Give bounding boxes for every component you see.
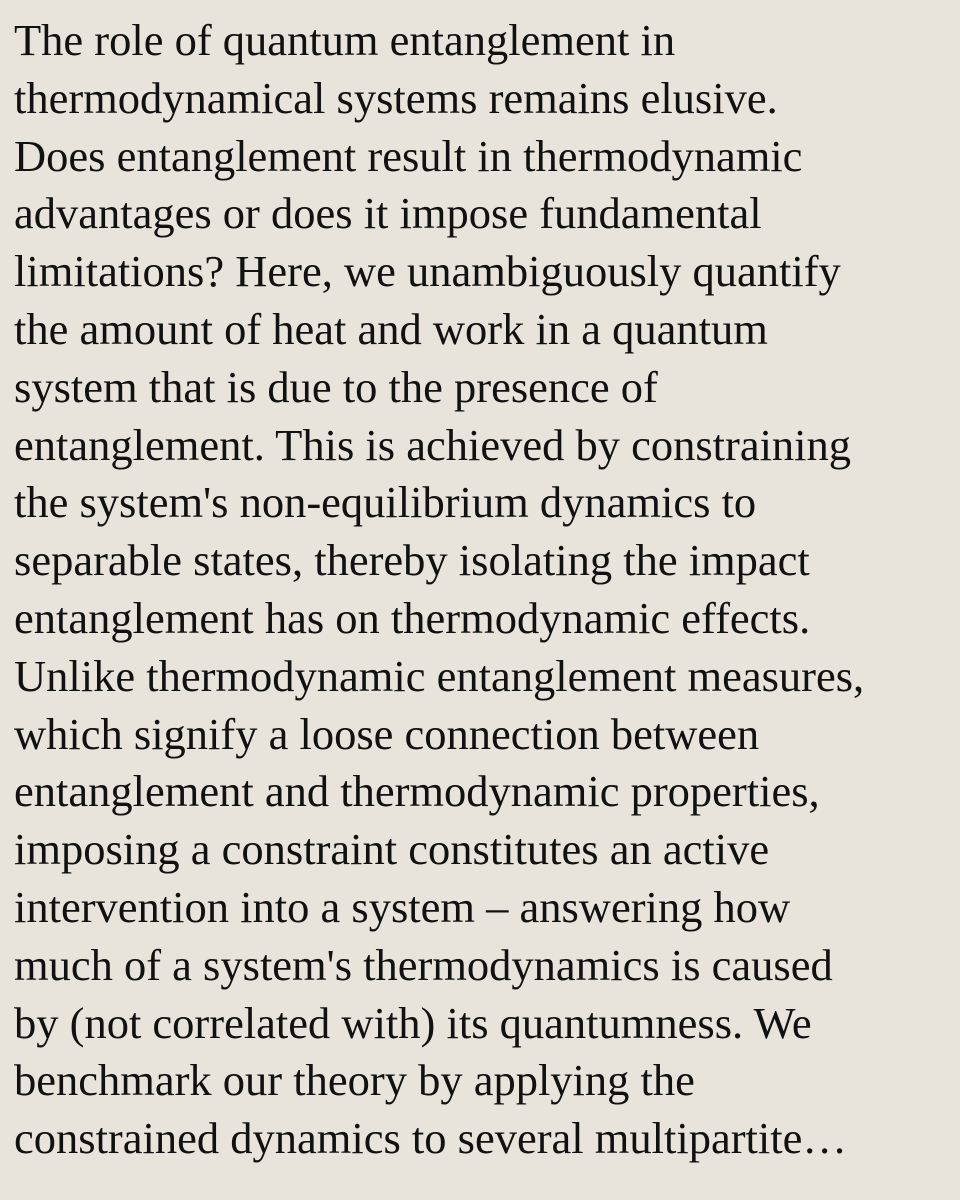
abstract-text: The role of quantum entanglement in thermodynamical systems remains elusive. Does entanglement result in thermodynamic advantages or does it impose fundamental limitations? Here, we unambiguously quantify the amount of heat and work in a quantum system that is due to the presence of entanglement. This is achieved by constraining the system's non-equilibrium dynamics to separable states, thereby isolating the impact entanglement has on thermodynamic effects. Unlike thermodynamic entanglement measures, which signify a loose connection between entanglement and thermodynamic properties, imposing a constraint constitutes an active intervention into a system – answering how much of a system's thermodynamics is caused by (not correlated with) its quantumness. We benchmark our theory by applying the constrained dynamics to several multipartite… [14,15,865,1164]
